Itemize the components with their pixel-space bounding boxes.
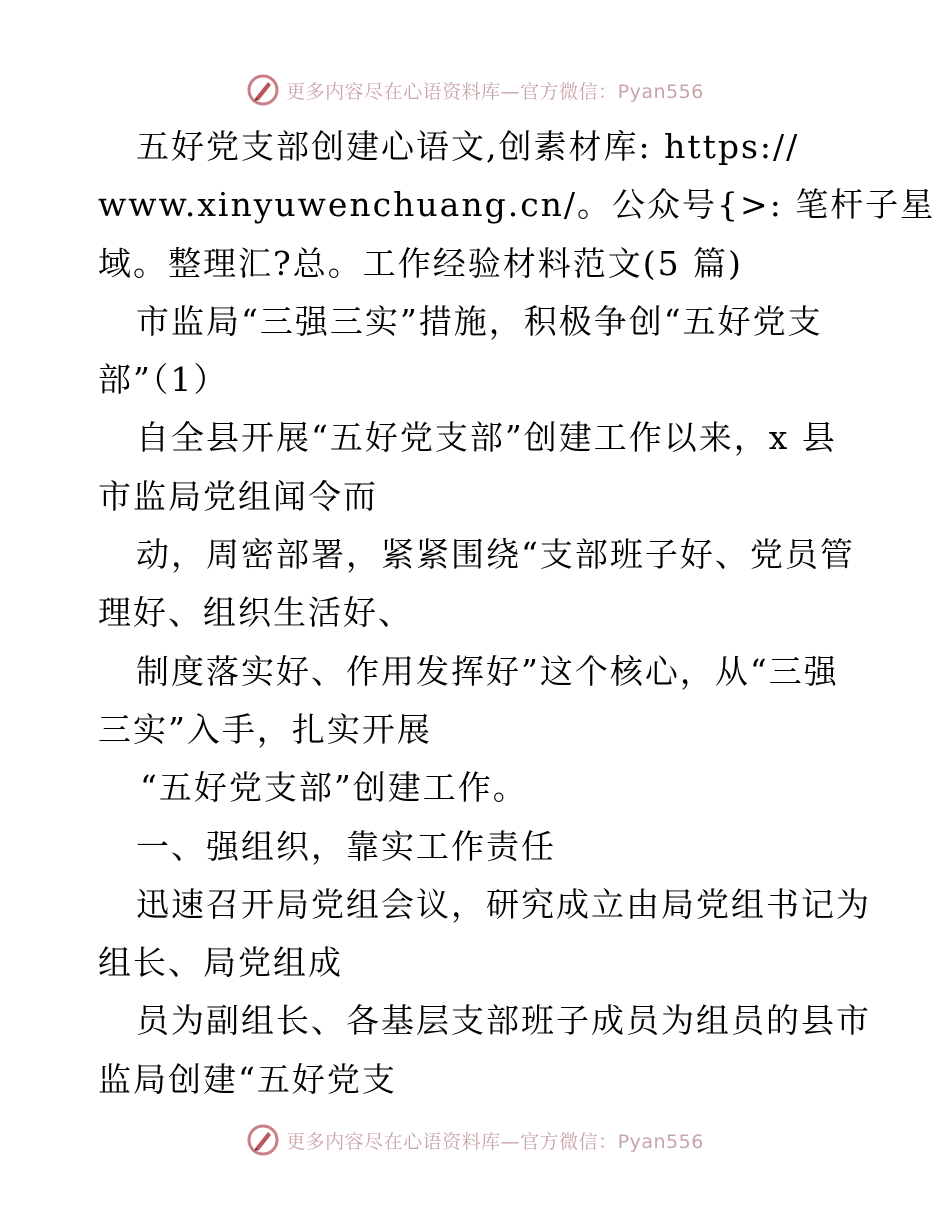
text-line-11: 三实”入手，扎实开展: [98, 709, 432, 749]
text-line-9: 理好、组织生活好、: [98, 593, 413, 633]
text-line-6: 自全县开展“五好党支部”创建工作以来，x 县: [136, 418, 837, 458]
watermark-text: 更多内容尽在心语资料库—官方微信：Pyan556: [286, 1130, 704, 1153]
text-line-8: 动，周密部署，紧紧围绕“支部班子好、党员管: [136, 535, 855, 575]
header-watermark: [0, 70, 950, 110]
text-line-4: 市监局“三强三实”措施，积极争创“五好党支: [136, 301, 823, 341]
text-line-10: 制度落实好、作用发挥好”这个核心，从“三强: [136, 651, 839, 691]
text-line-12: “五好党支部”创建工作。: [140, 768, 528, 808]
text-line-2: www.xinyuwenchuang.cn/。公众号{>: 笔杆子星: [98, 185, 936, 225]
watermark-text: 更多内容尽在心语资料库—官方微信：Pyan556: [286, 80, 704, 103]
section-heading: 一、强组织，靠实工作责任: [136, 826, 556, 866]
text-line-17: 监局创建“五好党支: [98, 1059, 397, 1099]
text-line-1: 五好党支部创建心语文,创素材库: https://: [136, 127, 800, 166]
text-line-15: 组长、局党组成: [98, 943, 343, 983]
document-body: [98, 118, 936, 1109]
footer-watermark: [0, 1120, 950, 1160]
pen-logo-icon: [246, 1123, 280, 1157]
text-line-3: 域。整理汇?总。工作经验材料范文(5 篇): [98, 243, 743, 283]
text-line-7: 市监局党组闻令而: [98, 476, 378, 516]
text-line-14: 迅速召开局党组会议，研究成立由局党组书记为: [136, 884, 871, 924]
pen-logo-icon: [246, 73, 280, 107]
text-line-16: 员为副组长、各基层支部班子成员为组员的县市: [136, 1001, 871, 1041]
text-line-5: 部”（1）: [98, 360, 229, 400]
